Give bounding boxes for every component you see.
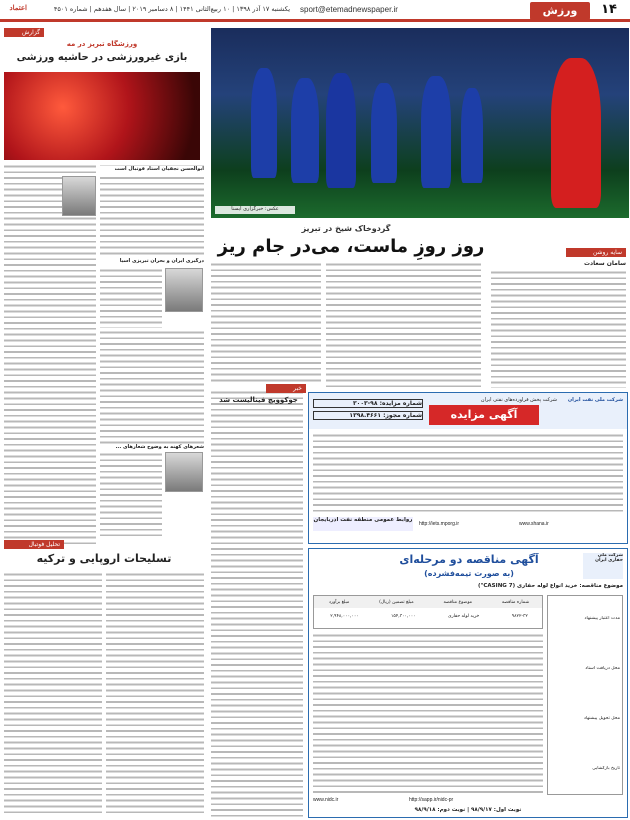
left-bottom-body-2	[106, 572, 204, 816]
quote3-title: شعرهای کهنه به وضوح شعارهای ...	[100, 444, 204, 452]
ad2-td-0: ۹۸۲۲-۳۲	[511, 613, 528, 619]
ad2-subtitle: (به صورت تیمه‌فشرده)	[424, 569, 514, 578]
left-body-2	[100, 164, 204, 264]
portrait-2	[165, 268, 203, 312]
column-tag: سایه روشن	[566, 248, 626, 257]
ad1-permit: شماره مجوز: ۱۳۹۸.۴۶۶۱	[313, 411, 423, 420]
ad1-web2[interactable]: www.shana.ir	[519, 521, 549, 527]
left-headline[interactable]: بازی غیرورزشی در حاشیه ورزشی	[16, 52, 188, 63]
ad2-side-1: محل دریافت اسناد	[585, 666, 620, 671]
header-email[interactable]: sport@etemadnewspaper.ir	[300, 5, 398, 14]
quote2-body	[100, 268, 162, 328]
ad1-number: شماره مزایده: ۹۸-۳۰۰۳	[313, 399, 423, 408]
portrait-3	[165, 452, 203, 492]
ad1-note: روابط عمومی منطقه نفت آذربایجان	[313, 517, 413, 531]
ad-tender	[308, 548, 628, 818]
ad2-td-3: ۲,۹۴۸,۰۰۰,۰۰۰	[330, 613, 359, 619]
quote3-body	[100, 452, 162, 536]
ad2-th-2: مبلغ تضمین (ریال)	[379, 599, 414, 605]
newspaper-logo: اعتماد	[9, 3, 27, 12]
ad2-td-1: خرید لوله حفاری	[447, 613, 480, 619]
ad2-company: شرکت ملی حفاری ایران	[583, 553, 623, 579]
header-date: یکشنبه ۱۷ آذر ۱۳۹۸ | ۱۰ ربیع‌الثانی ۱۴۴۱ | ۸ دسامبر ۲۰۱۹ | سال هفدهم | شماره ۴۵۰۱	[53, 5, 290, 13]
page-header	[0, 0, 630, 22]
quote1-title: ابوالحسن نجفیان استاد فوتبال است	[100, 166, 204, 174]
middle-body	[211, 390, 303, 820]
ad2-th-0: شماره مناقصه	[501, 599, 530, 605]
ad2-th-3: مبلغ برآورد	[328, 599, 350, 605]
ad2-table	[313, 595, 543, 629]
ad2-site2[interactable]: http://sapp.ir/nidc-pr	[409, 797, 454, 803]
ad2-contact[interactable]: www.nidc.ir	[313, 797, 339, 803]
ad2-side-3: تاریخ بازگشایی	[592, 766, 620, 771]
column-author: سامان سعادت	[584, 260, 626, 267]
main-body-1	[326, 262, 481, 388]
left-body-1	[4, 164, 96, 544]
page-number: ۱۴	[601, 2, 617, 17]
ad2-td-2: ۱۵۴,۳۰۰,۰۰۰	[391, 613, 416, 619]
ad2-side-2: محل تحویل پیشنهاد	[583, 716, 620, 721]
ad2-footer: نوبت اول: ۹۸/۹/۱۷ | نوبت دوم: ۹۸/۹/۱۸	[414, 807, 522, 813]
ad2-th-1: موضوع مناقصه	[443, 599, 473, 605]
left-bottom-body-1	[4, 572, 102, 816]
ad-auction	[308, 392, 628, 544]
left-bottom-tag: تحلیل فوتبال	[4, 540, 64, 549]
ad1-body	[313, 433, 623, 515]
left-tag: گزارش	[4, 28, 44, 37]
ad2-body	[313, 633, 543, 793]
left-kicker: ورزشگاه تبریز در مه	[66, 40, 138, 48]
ad2-side-0: مدت اعتبار پیشنهاد	[584, 616, 620, 621]
main-kicker: گردوخاک شیخ در تبریز	[301, 224, 391, 233]
main-photo	[211, 28, 629, 218]
ad2-title: آگهی مناقصه دو مرحله‌ای	[399, 553, 539, 566]
left-bottom-headline[interactable]: تسلیحات اروپایی و ترکیه	[36, 552, 172, 565]
ad1-company: شرکت ملی نفت ایران	[567, 397, 623, 403]
ad1-title: آگهی مزایده	[429, 405, 539, 425]
column-body	[491, 270, 626, 388]
ad1-web1[interactable]: http://iets.mporg.ir	[419, 521, 460, 527]
quote2-title: درگیری ایران و بحران تبریزی آسیا	[100, 258, 204, 266]
ad2-side-table	[547, 595, 623, 795]
photo-credit: عکس: خبرگزاری ایسنا	[215, 206, 295, 214]
main-headline[interactable]: روز روزِ ماست، می‌در جام ریز	[217, 236, 485, 257]
main-body-2	[211, 262, 321, 382]
left-body-3	[100, 330, 204, 450]
crowd-photo	[4, 72, 200, 160]
portrait-1	[62, 176, 96, 216]
ad1-subtitle: شرکت پخش فرآورده‌های نفتی ایران	[480, 397, 557, 403]
news-title[interactable]: جوکوویچ فینالیست شد	[219, 396, 298, 404]
news-tag: خبر	[266, 384, 306, 393]
ad2-topic: موضوع مناقصه: خرید انواع لوله حفاری (CASING 7")	[478, 583, 623, 589]
section-label: ورزش	[530, 2, 590, 20]
